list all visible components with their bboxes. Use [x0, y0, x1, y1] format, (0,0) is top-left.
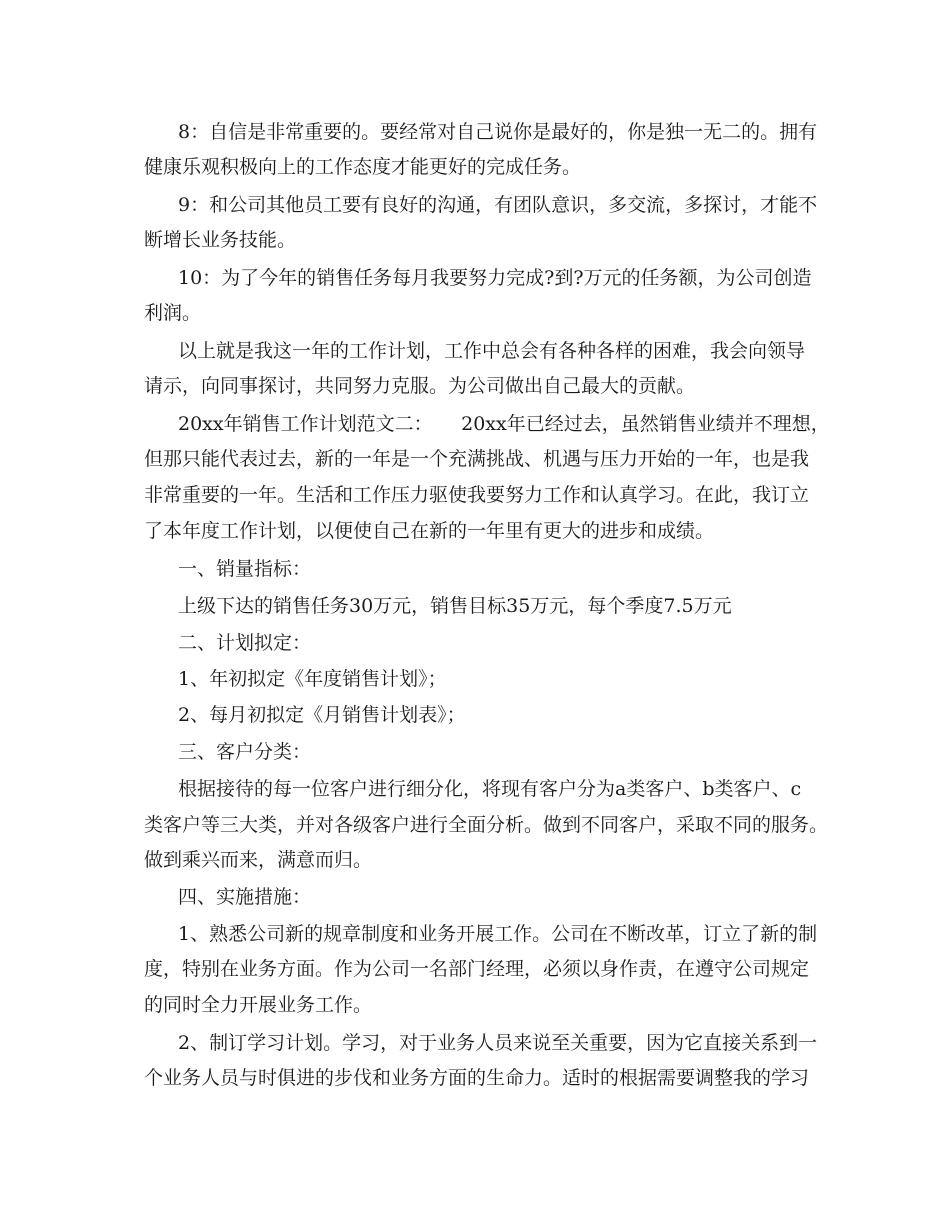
- text-line: 类客户等三大类，并对各级客户进行全面分析。做到不同客户，采取不同的服务。: [144, 814, 829, 836]
- text-line: 的同时全力开展业务工作。: [144, 994, 373, 1016]
- text-line: 度，特别在业务方面。作为公司一名部门经理，必须以身作责，在遵守公司规定: [144, 958, 810, 980]
- text-line: 但那只能代表过去，新的一年是一个充满挑战、机遇与压力开始的一年，也是我: [144, 448, 810, 470]
- text-line: 以上就是我这一年的工作计划，工作中总会有各种各样的困难，我会向领导: [178, 340, 806, 362]
- text-line: 2、制订学习计划。学习，对于业务人员来说至关重要，因为它直接关系到一: [178, 1032, 818, 1054]
- text-line: 做到乘兴而来，满意而归。: [144, 849, 373, 871]
- text-line: 根据接待的每一位客户进行细分化，将现有客户分为a类客户、b类客户、c: [178, 778, 802, 800]
- section-heading: 三、客户分类：: [178, 741, 312, 763]
- text-line: 1、熟悉公司新的规章制度和业务开展工作。公司在不断改革，订立了新的制: [178, 923, 818, 945]
- text-line: 利润。: [144, 302, 202, 324]
- list-item: 1、年初拟定《年度销售计划》；: [178, 668, 447, 690]
- text-line: 了本年度工作计划，以便使自己在新的一年里有更大的进步和成绩。: [144, 520, 715, 542]
- text-line: 8：自信是非常重要的。要经常对自己说你是最好的，你是独一无二的。拥有: [178, 121, 818, 143]
- text-line: 个业务人员与时俱进的步伐和业务方面的生命力。适时的根据需要调整我的学习: [144, 1067, 810, 1089]
- text-line: 健康乐观积极向上的工作态度才能更好的完成任务。: [144, 156, 582, 178]
- text-line: 上级下达的销售任务30万元，销售目标35万元，每个季度7.5万元: [178, 595, 732, 617]
- section-heading: 一、销量指标：: [178, 558, 312, 580]
- text-line: 非常重要的一年。生活和工作压力驱使我要努力工作和认真学习。在此，我订立: [144, 484, 810, 506]
- text-line: 20xx年销售工作计划范文二： 20xx年已经过去，虽然销售业绩并不理想，: [178, 413, 830, 435]
- list-item: 2、每月初拟定《月销售计划表》；: [178, 704, 466, 726]
- text-line: 9：和公司其他员工要有良好的沟通，有团队意识，多交流，多探讨，才能不: [178, 194, 818, 216]
- section-heading: 四、实施措施：: [178, 886, 312, 908]
- text-line: 断增长业务技能。: [144, 229, 297, 251]
- text-line: 请示，向同事探讨，共同努力克服。为公司做出自己最大的贡献。: [144, 375, 696, 397]
- text-line: 10：为了今年的销售任务每月我要努力完成?到?万元的任务额，为公司创造: [178, 267, 812, 289]
- section-heading: 二、计划拟定：: [178, 632, 312, 654]
